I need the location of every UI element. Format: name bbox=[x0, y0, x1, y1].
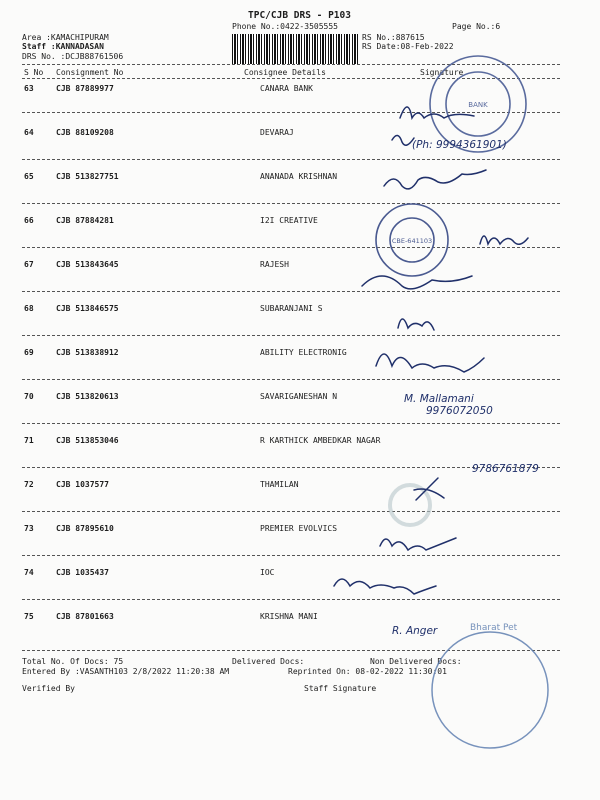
row-sno: 69 bbox=[24, 348, 34, 357]
row-sno: 70 bbox=[24, 392, 34, 401]
row-divider bbox=[22, 159, 560, 160]
row-consignment: CJB 87801663 bbox=[56, 612, 114, 621]
bharat-stamp-text: Bharat Pet bbox=[470, 623, 518, 633]
row-sno: 65 bbox=[24, 172, 34, 181]
drs-number: DRS No. :DCJB88761506 bbox=[22, 52, 124, 61]
row-divider bbox=[22, 247, 560, 248]
row-consignment: CJB 513853046 bbox=[56, 436, 119, 445]
table-row bbox=[0, 84, 600, 100]
row-sno: 64 bbox=[24, 128, 34, 137]
row-consignment: CJB 513838912 bbox=[56, 348, 119, 357]
row-sno: 74 bbox=[24, 568, 34, 577]
row-consignee: KRISHNA MANI bbox=[260, 612, 318, 621]
row-consignment: CJB 87895610 bbox=[56, 524, 114, 533]
delivered-docs: Delivered Docs: bbox=[232, 657, 305, 666]
row-consignee: I2I CREATIVE bbox=[260, 216, 318, 225]
row-sno: 75 bbox=[24, 612, 34, 621]
staff-label: Staff :KANNADASAN bbox=[22, 42, 104, 51]
table-row bbox=[0, 128, 600, 144]
signature-66 bbox=[480, 236, 528, 244]
page-number: Page No.:6 bbox=[452, 22, 501, 31]
studio-stamp-text: CBE-641103 bbox=[391, 237, 433, 245]
column-header-signature: Signature bbox=[420, 68, 464, 77]
row-consignment: CJB 88109208 bbox=[56, 128, 114, 137]
column-divider bbox=[22, 78, 560, 79]
table-row bbox=[0, 436, 600, 452]
column-header-consignee: Consignee Details bbox=[244, 68, 326, 77]
row-consignment: CJB 513827751 bbox=[56, 172, 119, 181]
row-divider bbox=[22, 291, 560, 292]
row-consignee: CANARA BANK bbox=[260, 84, 313, 93]
handwritten-phone-70: 9976072050 bbox=[426, 405, 493, 417]
document-title: TPC/CJB DRS - P103 bbox=[248, 10, 351, 21]
rs-date: RS Date:08-Feb-2022 bbox=[362, 42, 454, 51]
handwritten-signature-75: R. Anger bbox=[392, 625, 438, 637]
row-consignee: ABILITY ELECTRONIG bbox=[260, 348, 347, 357]
handwritten-phone-71: 9786761879 bbox=[472, 463, 539, 475]
row-consignment: CJB 513843645 bbox=[56, 260, 119, 269]
barcode bbox=[232, 34, 358, 64]
table-row bbox=[0, 260, 600, 276]
non-delivered-docs: Non Delivered Docs: bbox=[370, 657, 462, 666]
row-sno: 66 bbox=[24, 216, 34, 225]
row-consignment: CJB 87889977 bbox=[56, 84, 114, 93]
table-row bbox=[0, 392, 600, 408]
rs-number: RS No.:887615 bbox=[362, 33, 425, 42]
table-row bbox=[0, 524, 600, 540]
handwritten-phone-64: (Ph: 9994361901) bbox=[412, 139, 507, 151]
row-divider bbox=[22, 511, 560, 512]
table-row bbox=[0, 348, 600, 364]
bharat-stamp bbox=[432, 623, 548, 748]
row-sno: 71 bbox=[24, 436, 34, 445]
entered-by: Entered By :VASANTH103 2/8/2022 11:20:38 AM bbox=[22, 667, 230, 676]
table-bottom-divider bbox=[22, 650, 560, 651]
row-divider bbox=[22, 203, 560, 204]
table-row bbox=[0, 216, 600, 232]
row-consignment: CJB 1037577 bbox=[56, 480, 109, 489]
row-divider bbox=[22, 423, 560, 424]
row-consignment: CJB 1035437 bbox=[56, 568, 109, 577]
total-docs: Total No. Of Docs: 75 bbox=[22, 657, 124, 666]
row-consignee: RAJESH bbox=[260, 260, 289, 269]
column-header-consignment: Consignment No bbox=[56, 68, 124, 77]
row-divider bbox=[22, 467, 560, 468]
row-sno: 68 bbox=[24, 304, 34, 313]
row-consignee: SUBARANJANI S bbox=[260, 304, 323, 313]
row-consignee: DEVARAJ bbox=[260, 128, 294, 137]
handwritten-name-70: M. Mallamani bbox=[404, 393, 474, 405]
row-sno: 73 bbox=[24, 524, 34, 533]
area-label: Area :KAMACHIPURAM bbox=[22, 33, 109, 42]
staff-signature-label: Staff Signature bbox=[304, 684, 377, 693]
row-divider bbox=[22, 599, 560, 600]
row-consignee: SAVARIGANESHAN N bbox=[260, 392, 338, 401]
row-sno: 72 bbox=[24, 480, 34, 489]
bank-stamp-text: BANK bbox=[468, 101, 488, 109]
row-consignee: THAMILAN bbox=[260, 480, 299, 489]
table-row bbox=[0, 568, 600, 584]
row-divider bbox=[22, 335, 560, 336]
row-consignee: IOC bbox=[260, 568, 275, 577]
signature-67 bbox=[362, 276, 472, 289]
row-sno: 67 bbox=[24, 260, 34, 269]
signature-68 bbox=[398, 319, 434, 330]
row-consignee: ANANADA KRISHNAN bbox=[260, 172, 338, 181]
table-row bbox=[0, 172, 600, 188]
row-consignee: R KARTHICK AMBEDKAR NAGAR bbox=[260, 436, 381, 445]
row-consignee: PREMIER EVOLVICS bbox=[260, 524, 338, 533]
row-divider bbox=[22, 379, 560, 380]
row-consignment: CJB 513820613 bbox=[56, 392, 119, 401]
phone-number: Phone No.:0422-3505555 bbox=[232, 22, 338, 31]
row-divider bbox=[22, 555, 560, 556]
table-row bbox=[0, 480, 600, 496]
table-row bbox=[0, 612, 600, 628]
table-row bbox=[0, 304, 600, 320]
row-divider bbox=[22, 112, 560, 113]
reprinted-on: Reprinted On: 08-02-2022 11:30:01 bbox=[288, 667, 447, 676]
row-consignment: CJB 513846575 bbox=[56, 304, 119, 313]
header-divider bbox=[22, 64, 560, 65]
verified-by: Verified By bbox=[22, 684, 75, 693]
row-consignment: CJB 87884281 bbox=[56, 216, 114, 225]
row-sno: 63 bbox=[24, 84, 34, 93]
column-header-sno: S No bbox=[24, 68, 44, 77]
